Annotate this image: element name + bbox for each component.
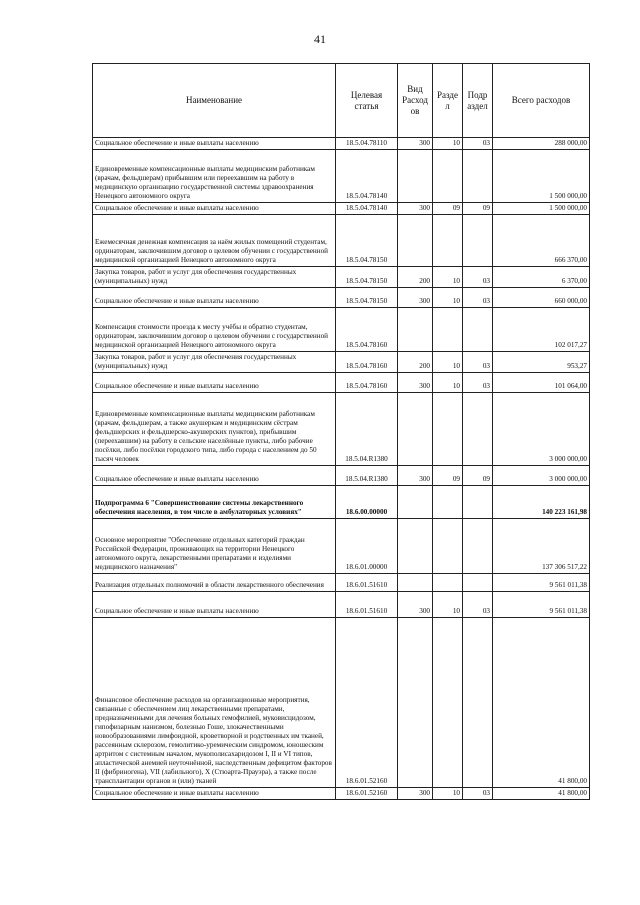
header-name: Наименование (93, 64, 336, 138)
row-type: 300 (398, 203, 433, 215)
row-type: 300 (398, 138, 433, 150)
row-total: 137 306 517,22 (493, 519, 590, 574)
table-row (93, 466, 590, 486)
row-name: Подпрограмма 6 "Совершенствование системы лекарственного обеспечения населения, в том числе в амбулаторных условиях" (93, 486, 336, 519)
row-subsection: 09 (463, 203, 493, 215)
row-name: Закупка товаров, работ и услуг для обеспечения государственных (муниципальных) нужд (93, 267, 336, 288)
table-row (93, 592, 590, 618)
row-target: 18.5.04.78140 (336, 203, 398, 215)
row-total: 666 370,00 (493, 215, 590, 267)
row-type (398, 393, 433, 466)
row-section: 10 (433, 373, 463, 393)
table-row (93, 393, 590, 466)
row-type (398, 574, 433, 592)
row-type: 200 (398, 267, 433, 288)
row-name: Социальное обеспечение и иные выплаты населению (93, 288, 336, 308)
row-subsection: 03 (463, 288, 493, 308)
table-row (93, 574, 590, 592)
row-name: Основное мероприятие "Обеспечение отдельных категорий граждан Российской Федерации, проживающих на территории Ненецкого автономного округа, лекарственными препаратами и изделиями медицинского назначения" (93, 519, 336, 574)
row-subsection (463, 486, 493, 519)
row-subsection (463, 393, 493, 466)
row-name: Социальное обеспечение и иные выплаты населению (93, 466, 336, 486)
row-name: Закупка товаров, работ и услуг для обеспечения государственных (муниципальных) нужд (93, 352, 336, 373)
row-total: 660 000,00 (493, 288, 590, 308)
table-row (93, 486, 590, 519)
header-total: Всего расходов (493, 64, 590, 138)
row-type: 300 (398, 288, 433, 308)
row-section (433, 215, 463, 267)
row-section: 10 (433, 352, 463, 373)
row-subsection: 03 (463, 138, 493, 150)
header-type: Вид Расход ов (398, 64, 433, 138)
row-section (433, 150, 463, 203)
table-row (93, 267, 590, 288)
budget-table (92, 63, 590, 800)
row-section (433, 486, 463, 519)
row-target: 18.6.00.00000 (336, 486, 398, 519)
row-section: 10 (433, 592, 463, 618)
row-subsection: 03 (463, 592, 493, 618)
table-row (93, 215, 590, 267)
row-type (398, 215, 433, 267)
row-total: 41 800,00 (493, 788, 590, 800)
row-name: Социальное обеспечение и иные выплаты населению (93, 592, 336, 618)
row-name: Социальное обеспечение и иные выплаты населению (93, 203, 336, 215)
row-target: 18.6.01.52160 (336, 788, 398, 800)
row-target: 18.5.04.78160 (336, 308, 398, 352)
row-type: 300 (398, 788, 433, 800)
table-row (93, 288, 590, 308)
row-subsection: 09 (463, 466, 493, 486)
row-total: 9 561 011,38 (493, 574, 590, 592)
row-subsection (463, 308, 493, 352)
row-total: 140 223 161,98 (493, 486, 590, 519)
row-name: Реализация отдельных полномочий в области лекарственного обеспечения (93, 574, 336, 592)
row-name: Социальное обеспечение и иные выплаты населению (93, 788, 336, 800)
table-row (93, 150, 590, 203)
row-name: Социальное обеспечение и иные выплаты населению (93, 138, 336, 150)
row-target: 18.6.01.52160 (336, 618, 398, 788)
row-total: 101 064,00 (493, 373, 590, 393)
row-name: Компенсация стоимости проезда к месту учёбы и обратно студентам, ординаторам, заключившим договор о целевом обучении с государственной медицинской организацией Ненецкого автономного округа (93, 308, 336, 352)
row-section: 10 (433, 138, 463, 150)
row-section (433, 393, 463, 466)
row-name: Социальное обеспечение и иные выплаты населению (93, 373, 336, 393)
row-type: 300 (398, 592, 433, 618)
row-subsection: 03 (463, 352, 493, 373)
row-section (433, 618, 463, 788)
table-row (93, 618, 590, 788)
row-total: 288 000,00 (493, 138, 590, 150)
row-target: 18.5.04.R1380 (336, 466, 398, 486)
table-row (93, 203, 590, 215)
row-total: 3 000 000,00 (493, 393, 590, 466)
row-subsection (463, 150, 493, 203)
row-section (433, 308, 463, 352)
header-section: Разде л (433, 64, 463, 138)
row-section (433, 519, 463, 574)
table-row (93, 519, 590, 574)
row-section: 10 (433, 788, 463, 800)
row-name: Финансовое обеспечение расходов на организационные мероприятия, связанные с обеспечением лиц лекарственными препаратами, предназначенными для лечения больных гемофилией, муковисцидозом, гипофизарным нанизмом, болезнью Гоше, злокачественными новообразованиями лимфоидной, кроветворной и родственных им тканей, рассеянным склерозом, гемолитико-уремическим синдромом, юношеским артритом с системным началом, мукополисахаридозом I, II и VI типов, апластической анемией неуточнённой, наследственным дефицитом факторов II (фибриногена), VII (лабильного), X (Стюарта-Прауэра), а также после трансплантации органов и (или) тканей (93, 618, 336, 788)
row-target: 18.5.04.78160 (336, 352, 398, 373)
row-total: 953,27 (493, 352, 590, 373)
row-target: 18.5.04.78110 (336, 138, 398, 150)
table-row (93, 352, 590, 373)
table-row (93, 308, 590, 352)
row-target: 18.6.01.51610 (336, 574, 398, 592)
page-number: 41 (314, 32, 326, 46)
row-type (398, 519, 433, 574)
row-subsection (463, 618, 493, 788)
row-total: 102 017,27 (493, 308, 590, 352)
row-subsection (463, 574, 493, 592)
row-subsection: 03 (463, 373, 493, 393)
row-target: 18.6.01.51610 (336, 592, 398, 618)
row-name: Единовременные компенсационные выплаты медицинским работникам (врачам, фельдшерам) прибывшим или переехавшим на работу в медицинскую организацию государственной системы здравоохранения Ненецкого автономного округа (93, 150, 336, 203)
table-header-row (93, 64, 590, 138)
row-subsection: 03 (463, 788, 493, 800)
row-total: 1 500 000,00 (493, 203, 590, 215)
row-subsection: 03 (463, 267, 493, 288)
row-subsection (463, 519, 493, 574)
row-target: 18.6.01.00000 (336, 519, 398, 574)
row-section (433, 574, 463, 592)
row-section: 09 (433, 466, 463, 486)
row-subsection (463, 215, 493, 267)
row-target: 18.5.04.78150 (336, 288, 398, 308)
row-total: 9 561 011,38 (493, 592, 590, 618)
row-total: 1 500 000,00 (493, 150, 590, 203)
row-total: 6 370,00 (493, 267, 590, 288)
table-row (93, 788, 590, 800)
row-total: 3 000 000,00 (493, 466, 590, 486)
row-target: 18.5.04.78150 (336, 267, 398, 288)
row-target: 18.5.04.R1380 (336, 393, 398, 466)
row-type: 300 (398, 466, 433, 486)
row-name: Единовременные компенсационные выплаты медицинским работникам (врачам, фельдшерам, а также акушеркам и медицинским сёстрам фельдшерских и фельдшерско-акушерских пунктов), прибывшим (переехавшим) на работу в сельские населённые пункты, либо рабочие посёлки, либо посёлки городского типа, либо города с населением до 50 тысяч человек (93, 393, 336, 466)
row-type (398, 150, 433, 203)
row-target: 18.5.04.78160 (336, 373, 398, 393)
row-type (398, 308, 433, 352)
row-name: Ежемесячная денежная компенсация за наём жилых помещений студентам, ординаторам, заключившим договор о целевом обучении с государственной медицинской организацией Ненецкого автономного округа (93, 215, 336, 267)
row-section: 10 (433, 288, 463, 308)
row-type (398, 618, 433, 788)
row-section: 09 (433, 203, 463, 215)
row-type (398, 486, 433, 519)
row-total: 41 800,00 (493, 618, 590, 788)
row-target: 18.5.04.78150 (336, 215, 398, 267)
row-section: 10 (433, 267, 463, 288)
table-row (93, 138, 590, 150)
header-subsection: Подр аздел (463, 64, 493, 138)
row-type: 200 (398, 352, 433, 373)
header-target: Целевая статья (336, 64, 398, 138)
row-target: 18.5.04.78140 (336, 150, 398, 203)
table-row (93, 373, 590, 393)
row-type: 300 (398, 373, 433, 393)
